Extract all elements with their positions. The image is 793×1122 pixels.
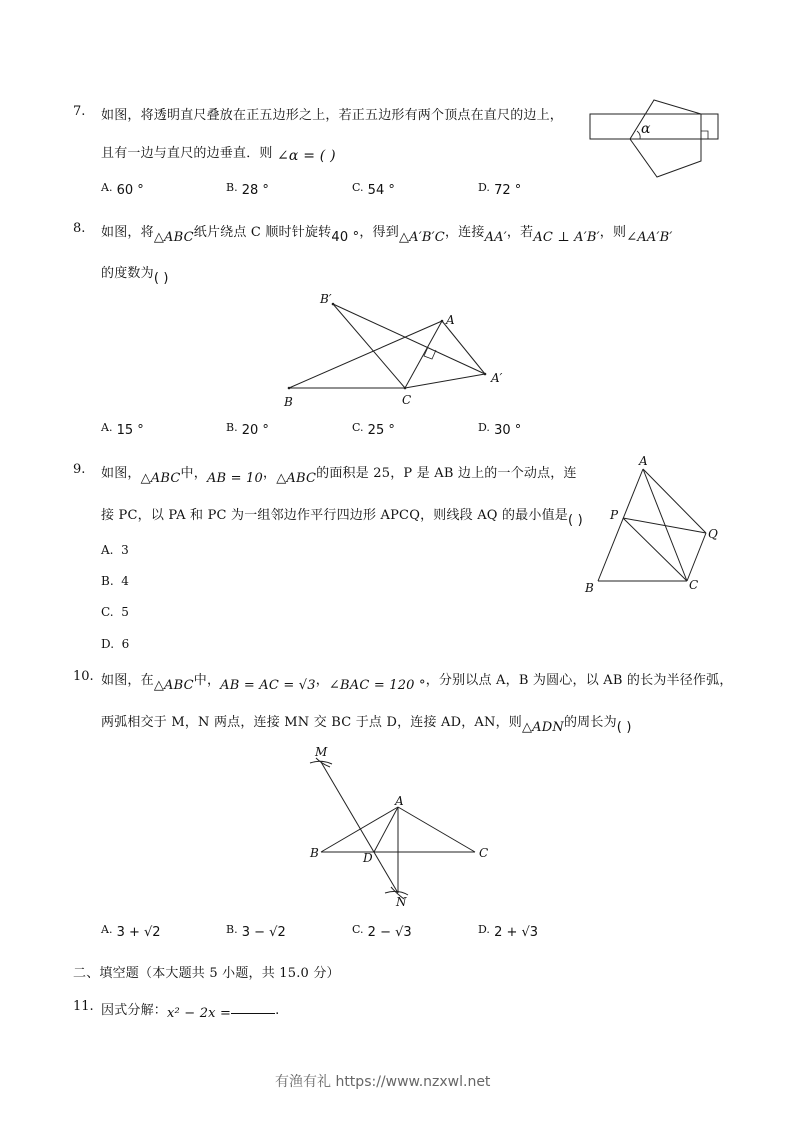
question-8-number: 8. — [73, 221, 86, 236]
question-9-option-b[interactable]: B. 4 — [101, 574, 129, 588]
svg-text:B: B — [585, 581, 594, 595]
footer-watermark: 有渔有礼 https://www.nzxwl.net — [275, 1074, 491, 1090]
svg-text:B: B — [310, 846, 319, 860]
svg-text:D: D — [363, 851, 373, 865]
question-10-text-line1: 如图，在△ABC中，AB = AC = √3，∠BAC = 120 °，分别以点 A，B 为圆心，以 AB 的长为半径作弧， — [101, 673, 733, 693]
svg-text:A: A — [639, 454, 648, 468]
question-10-number: 10. — [73, 669, 94, 684]
svg-text:B′: B′ — [320, 292, 332, 306]
answer-blank[interactable] — [231, 1003, 275, 1014]
question-9-text-line2: 接 PC，以 PA 和 PC 为一组邻边作平行四边形 APCQ，则线段 AQ 的最小值是( ) — [101, 508, 583, 528]
question-9-number: 9. — [73, 462, 86, 477]
question-7-option-d[interactable]: D. 72 ° — [478, 181, 522, 198]
question-7-option-c[interactable]: C. 54 ° — [352, 181, 395, 198]
section-2-heading: 二、填空题（本大题共 5 小题，共 15.0 分） — [73, 966, 340, 981]
question-7-option-b[interactable]: B. 28 ° — [226, 181, 269, 198]
svg-text:Q: Q — [708, 527, 718, 541]
svg-text:C: C — [479, 846, 489, 860]
svg-text:C: C — [689, 578, 699, 592]
question-9-text-line1: 如图，△ABC中，AB = 10，△ABC的面积是 25，P 是 AB 边上的一个动点，连 — [101, 466, 577, 486]
question-9-option-c[interactable]: C. 5 — [101, 605, 129, 619]
question-8-option-a[interactable]: A. 15 ° — [101, 421, 144, 438]
alpha-label: α — [641, 121, 651, 137]
svg-text:A: A — [395, 794, 404, 808]
svg-text:N: N — [396, 895, 407, 909]
question-7-text-line1: 如图，将透明直尺叠放在正五边形之上，若正五边形有两个顶点在直尺的边上， — [101, 108, 564, 123]
svg-text:B: B — [284, 395, 293, 409]
question-7-number: 7. — [73, 104, 86, 119]
svg-text:P: P — [610, 508, 619, 522]
question-9-option-a[interactable]: A. 3 — [101, 543, 129, 557]
question-10-text-line2: 两弧相交于 M，N 两点，连接 MN 交 BC 于点 D，连接 AD，AN，则△ADN的周长为( ) — [101, 715, 632, 735]
question-10-option-d[interactable]: D. 2 + √3 — [478, 923, 539, 940]
question-8-option-b[interactable]: B. 20 ° — [226, 421, 269, 438]
question-10-option-a[interactable]: A. 3 + √2 — [101, 923, 161, 940]
question-10-option-b[interactable]: B. 3 − √2 — [226, 923, 286, 940]
svg-text:C: C — [402, 393, 412, 407]
question-7-option-a[interactable]: A. 60 ° — [101, 181, 144, 198]
question-7-line2: 且有一边与直尺的边垂直．则 — [101, 146, 273, 161]
question-11-text: 因式分解：x² − 2x = . — [101, 1003, 280, 1021]
question-11-number: 11. — [73, 999, 94, 1014]
question-7-math: ∠α = ( ) — [276, 148, 336, 164]
svg-text:A′: A′ — [491, 371, 503, 385]
question-8-option-c[interactable]: C. 25 ° — [352, 421, 395, 438]
question-8-text-line2: 的度数为( ) — [101, 266, 169, 286]
question-8-option-d[interactable]: D. 30 ° — [478, 421, 522, 438]
svg-text:M: M — [315, 745, 328, 759]
svg-text:A: A — [446, 313, 455, 327]
question-9-option-d[interactable]: D. 6 — [101, 637, 130, 651]
question-8-text-line1: 如图，将△ABC纸片绕点 C 顺时针旋转40 °，得到△A′B′C，连接AA′，若AC ⊥ A′B′，则∠AA′B′ — [101, 225, 673, 245]
question-10-option-c[interactable]: C. 2 − √3 — [352, 923, 412, 940]
